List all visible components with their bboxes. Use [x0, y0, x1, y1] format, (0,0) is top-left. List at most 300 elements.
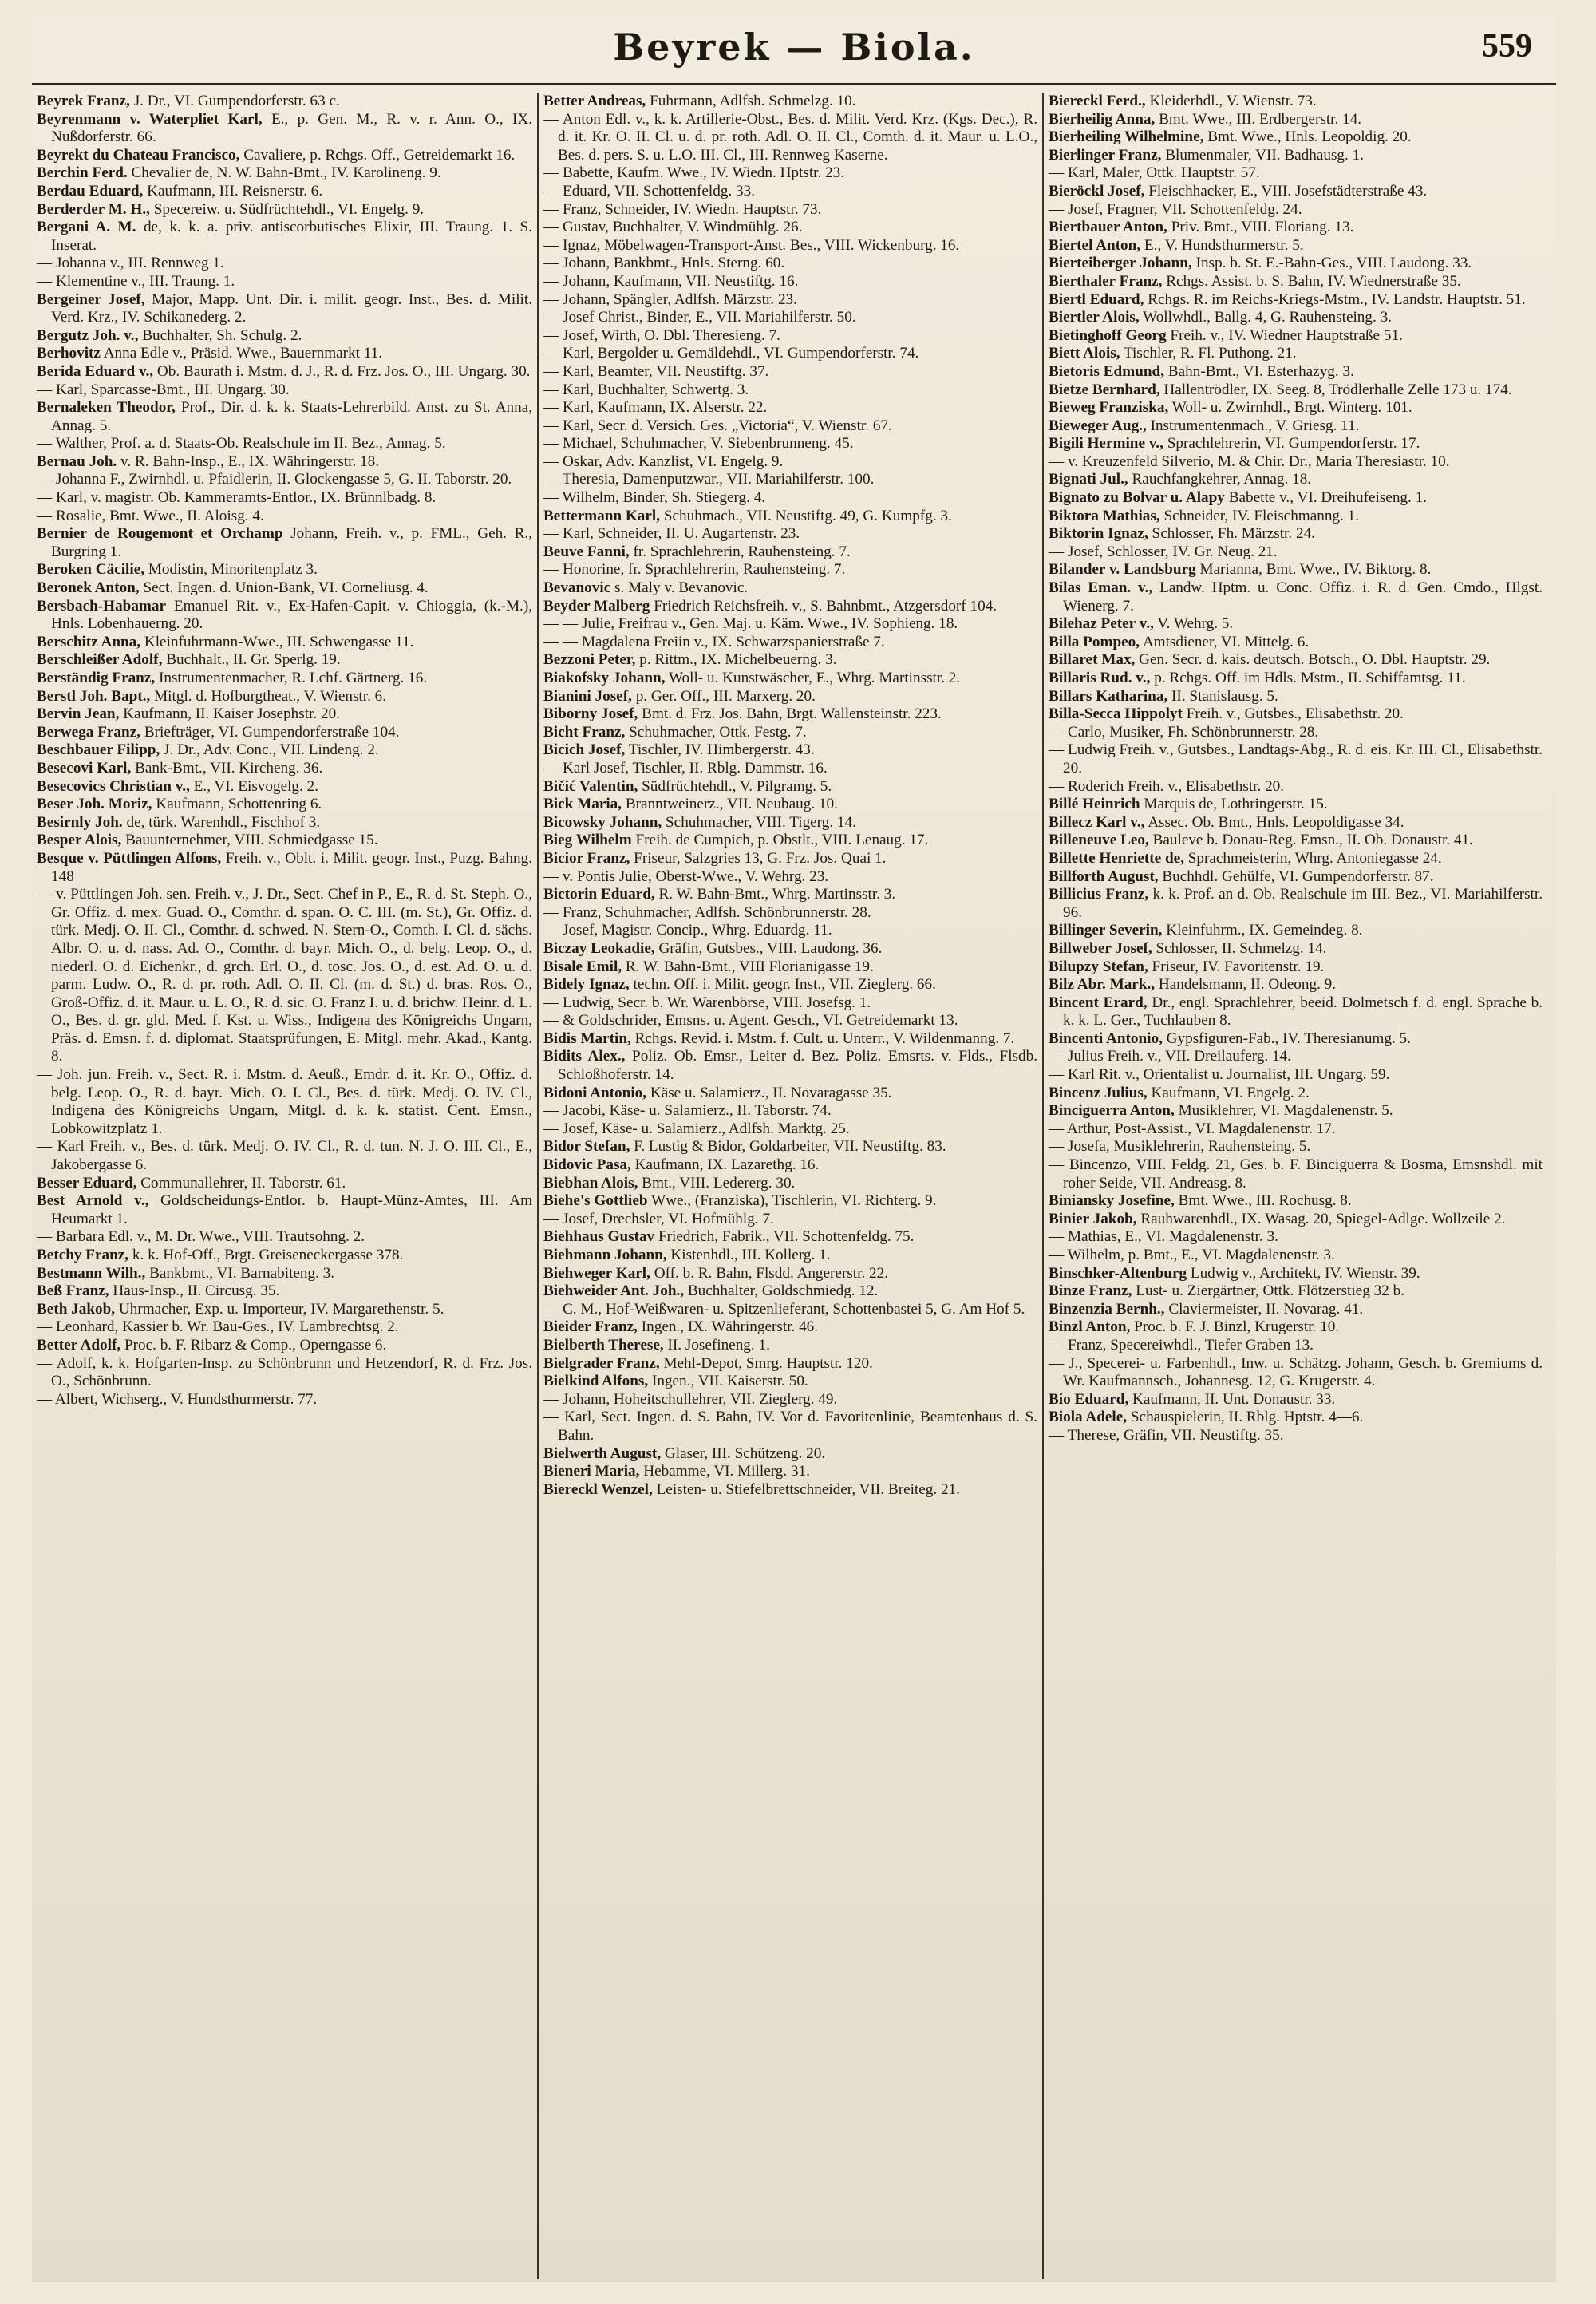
- entry-text: — J., Specerei- u. Farbenhdl., Inw. u. Schätzg. Johann, Gesch. b. Gremiums d. Wr. Kaufmannsch., Johannesg. 12, G. Krugerstr. 4.: [1049, 1354, 1543, 1390]
- entry-text: Proc. b. F. J. Binzl, Krugerstr. 10.: [1134, 1318, 1340, 1336]
- directory-page: [32, 16, 1556, 2282]
- directory-entry: [37, 1301, 532, 1319]
- entry-text: — Walther, Prof. a. d. Staats-Ob. Realschule im II. Bez., Annag. 5.: [37, 435, 446, 453]
- entry-text: Tischler, IV. Himbergerstr. 43.: [628, 741, 815, 759]
- entry-text: — Karl, Sect. Ingen. d. S. Bahn, IV. Vor d. Favoritenlinie, Beamtenhaus d. S. Bahn.: [543, 1409, 1037, 1444]
- entry-text: — Franz, Specereiwhdl., Tiefer Graben 13.: [1049, 1336, 1314, 1354]
- entry-name: Biereckl Wenzel,: [543, 1480, 653, 1498]
- entry-name: Beyder Malberg: [543, 597, 650, 615]
- entry-text: p. Ger. Off., III. Marxerg. 20.: [635, 687, 816, 705]
- entry-text: — Roderich Freih. v., Elisabethstr. 20.: [1049, 777, 1285, 795]
- directory-entry: [1049, 634, 1543, 652]
- entry-text: p. Rchgs. Off. im Hdls. Mstm., II. Schiffamtsg. 11.: [1154, 670, 1466, 686]
- directory-entry: [1049, 1391, 1543, 1409]
- entry-name: Beroken Cäcilie,: [37, 561, 145, 579]
- entry-name: Binze Franz,: [1049, 1282, 1132, 1300]
- directory-entry: [1049, 1265, 1543, 1283]
- entry-text: Bauleve b. Donau-Reg. Emsn., II. Ob. Donaustr. 41.: [1152, 832, 1473, 849]
- entry-text: — Wilhelm, p. Bmt., E., VI. Magdalenenstr. 3.: [1049, 1247, 1335, 1263]
- directory-entry: [37, 1066, 532, 1138]
- entry-text: Kleinfuhrmann-Wwe., III. Schwengasse 11.: [144, 633, 414, 650]
- directory-entry: [543, 724, 1037, 742]
- directory-entry: [37, 760, 532, 778]
- entry-name: Beß Franz,: [37, 1282, 109, 1300]
- directory-entry: [1049, 255, 1543, 273]
- directory-entry: [1049, 201, 1543, 219]
- entry-text: Rchgs. Revid. i. Mstm. f. Cult. u. Unterr., V. Wildenmanng. 7.: [634, 1029, 1015, 1047]
- entry-text: — Karl, Beamter, VII. Neustiftg. 37.: [543, 362, 769, 380]
- entry-name: Biola Adele,: [1049, 1409, 1128, 1426]
- directory-entry: [543, 1211, 1037, 1229]
- entry-name: Billicius Franz,: [1049, 886, 1149, 903]
- entry-text: — Josef, Wirth, O. Dbl. Theresieng. 7.: [543, 326, 780, 344]
- entry-name: Beser Joh. Moriz,: [37, 796, 152, 813]
- directory-entry: [543, 1391, 1037, 1409]
- entry-text: Gypsfiguren-Fab., IV. Theresianumg. 5.: [1166, 1029, 1411, 1047]
- directory-entry: [543, 111, 1037, 165]
- directory-entry: [543, 1282, 1037, 1301]
- entry-name: Beth Jakob,: [37, 1300, 116, 1318]
- directory-entry: [543, 1265, 1037, 1283]
- directory-entry: [1049, 868, 1543, 887]
- entry-text: — Babette, Kaufm. Wwe., IV. Wiedn. Hptstr. 23.: [543, 164, 845, 182]
- directory-entry: [1049, 1409, 1543, 1427]
- directory-entry: [543, 904, 1037, 923]
- header-rule: [32, 83, 1556, 85]
- entry-text: Schauspielerin, II. Rblg. Hptstr. 4—6.: [1130, 1409, 1364, 1426]
- directory-entry: [1049, 164, 1543, 183]
- entry-text: Chevalier de, N. W. Bahn-Bmt., IV. Karolineng. 9.: [131, 164, 441, 182]
- entry-name: Bidoni Antonio,: [543, 1084, 647, 1101]
- entry-text: Kleiderhdl., V. Wienstr. 73.: [1149, 93, 1317, 109]
- directory-entry: [37, 381, 532, 400]
- entry-text: Bmt. Wwe., III. Erdbergerstr. 14.: [1159, 110, 1362, 128]
- entry-text: Emanuel Rit. v., Ex-Hafen-Capit. v. Chioggia, (k.-M.), Hnls. Lobenhauerng. 20.: [51, 597, 533, 633]
- directory-entry: [1049, 1192, 1543, 1211]
- entry-text: Schuhmacher, Ottk. Festg. 7.: [629, 723, 807, 741]
- entry-text: — Johann, Spängler, Adlfsh. Märzstr. 23.: [543, 290, 797, 308]
- entry-name: Billaret Max,: [1049, 651, 1136, 669]
- entry-name: Billette Henriette de,: [1049, 849, 1184, 867]
- entry-name: Bierteiberger Johann,: [1049, 255, 1192, 272]
- directory-entry: [1049, 814, 1543, 832]
- entry-text: Freih. v., Gutsbes., Elisabethstr. 20.: [1186, 705, 1404, 723]
- directory-entry: [543, 291, 1037, 310]
- entry-name: Bio Eduard,: [1049, 1390, 1129, 1408]
- directory-entry: [543, 453, 1037, 472]
- directory-entry: [543, 1228, 1037, 1247]
- entry-text: Major, Mapp. Unt. Dir. i. milit. geogr. Inst., Bes. d. Milit. Verd. Krz., IV. Schikanederg. 2.: [51, 290, 532, 326]
- entry-name: Better Adolf,: [37, 1336, 121, 1354]
- entry-text: — Josef Christ., Binder, E., VII. Mariahilferstr. 50.: [543, 309, 856, 326]
- entry-text: techn. Off. i. Milit. geogr. Inst., VII. Zieglerg. 66.: [633, 976, 936, 994]
- directory-entry: [37, 1318, 532, 1337]
- entry-text: Modistin, Minoritenplatz 3.: [148, 561, 318, 579]
- entry-text: Bauunternehmer, VIII. Schmiedgasse 15.: [125, 832, 378, 849]
- entry-text: — Leonhard, Kassier b. Wr. Bau-Ges., IV. Lambrechtsg. 2.: [37, 1318, 399, 1336]
- entry-text: Gen. Secr. d. kais. deutsch. Botsch., O. Dbl. Hauptstr. 29.: [1139, 651, 1491, 669]
- page-number: 559: [1482, 28, 1532, 65]
- directory-entry: [37, 634, 532, 652]
- directory-entry: [543, 1138, 1037, 1156]
- entry-text: — Franz, Schuhmacher, Adlfsh. Schönbrunnerstr. 28.: [543, 903, 871, 921]
- directory-entry: [1049, 128, 1543, 147]
- entry-name: Bernier de Rougemont et Orchamp: [37, 525, 283, 543]
- entry-name: Bictorin Eduard,: [543, 886, 655, 903]
- entry-text: de, k. k. a. priv. antiscorbutisches Elixir, III. Traung. 1. S. Inserat.: [51, 219, 533, 254]
- entry-text: Kaufmann, II. Unt. Donaustr. 33.: [1132, 1390, 1336, 1408]
- directory-entry: [1049, 741, 1543, 777]
- entry-name: Besser Eduard,: [37, 1174, 137, 1192]
- entry-name: Biakofsky Johann,: [543, 670, 666, 686]
- entry-name: Beyrenmann v. Waterpliet Karl,: [37, 110, 263, 128]
- entry-name: Billecz Karl v.,: [1049, 813, 1145, 831]
- directory-entry: [37, 525, 532, 561]
- directory-entry: [543, 363, 1037, 381]
- entry-text: Bmt., VIII. Ledererg. 30.: [642, 1174, 796, 1192]
- entry-name: Bergutz Joh. v.,: [37, 326, 139, 344]
- entry-text: Bahn-Bmt., VI. Esterhazyg. 3.: [1167, 362, 1354, 380]
- directory-entry: [37, 111, 532, 147]
- entry-text: Landw. Hptm. u. Conc. Offiz. i. R. d. Gen. Cmdo., Hlgst. Wienerg. 7.: [1063, 579, 1543, 615]
- entry-name: Bieneri Maria,: [543, 1463, 640, 1480]
- directory-entry: [37, 1355, 532, 1391]
- directory-entry: [1049, 651, 1543, 670]
- directory-entry: [37, 670, 532, 688]
- entry-name: Biertbauer Anton,: [1049, 219, 1167, 236]
- entry-name: Billars Katharina,: [1049, 687, 1168, 705]
- entry-text: E., p. Gen. M., R. v. r. Ann. O., IX. Nußdorferstr. 66.: [51, 110, 533, 146]
- directory-entry: [543, 922, 1037, 940]
- entry-text: — Josef, Drechsler, VI. Hofmühlg. 7.: [543, 1210, 774, 1227]
- entry-text: — Joh. jun. Freih. v., Sect. R. i. Mstm. d. Aeuß., Emdr. d. it. Kr. O., Offiz. d. belg. Leop. O., R. d. bayr. Mich. O. I. Cl., Bes. d. türk. Medj. O. IV. Cl., Indigena des Königreichs Ungarn, Mitgl. d. k. k. statist. Cent. Emsn., Lobkowitzplatz 1.: [37, 1066, 532, 1137]
- directory-entry: [1049, 1355, 1543, 1391]
- directory-entry: [37, 508, 532, 526]
- entry-text: Freih. v., Oblt. i. Milit. geogr. Inst., Puzg. Bahng. 148: [51, 849, 533, 885]
- entry-name: Bernau Joh.: [37, 453, 117, 470]
- directory-entry: [1049, 561, 1543, 579]
- entry-text: Blumenmaler, VII. Badhausg. 1.: [1165, 146, 1364, 164]
- entry-text: — Bincenzo, VIII. Feldg. 21, Ges. b. F. Binciguerra & Bosma, Emsnshdl. mit roher Seide, VII. Andreasg. 8.: [1049, 1156, 1543, 1192]
- entry-text: Friedrich Reichsfreih. v., S. Bahnbmt., Atzgersdorf 104.: [654, 597, 998, 615]
- entry-text: Dr., engl. Sprachlehrer, beeid. Dolmetsch f. d. engl. Sprache b. k. k. L. Ger., Tuchlauben 8.: [1063, 994, 1543, 1029]
- entry-text: — Johanna F., Zwirnhdl. u. Pfaidlerin, II. Glockengasse 5, G. II. Taborstr. 20.: [37, 471, 512, 488]
- entry-text: Marianna, Bmt. Wwe., IV. Biktorg. 8.: [1199, 561, 1432, 579]
- entry-name: Billweber Josef,: [1049, 939, 1152, 957]
- entry-name: Billeneuve Leo,: [1049, 832, 1149, 849]
- directory-entry: [543, 399, 1037, 417]
- directory-entry: [543, 1445, 1037, 1464]
- entry-text: Hebamme, VI. Millerg. 31.: [643, 1463, 810, 1480]
- entry-text: Cavaliere, p. Rchgs. Off., Getreidemarkt 16.: [243, 146, 516, 164]
- entry-name: Bičić Valentin,: [543, 777, 638, 795]
- directory-entry: [543, 634, 1037, 652]
- entry-text: J. Dr., Adv. Conc., VII. Lindeng. 2.: [164, 741, 379, 759]
- entry-text: — Johann, Bankbmt., Hnls. Sterng. 60.: [543, 255, 785, 272]
- entry-name: Biertel Anton,: [1049, 236, 1141, 254]
- entry-name: Better Andreas,: [543, 93, 646, 109]
- directory-entry: [37, 814, 532, 832]
- entry-text: Rchgs. Assist. b. S. Bahn, IV. Wiednerstraße 35.: [1166, 272, 1461, 290]
- entry-name: Biehhaus Gustav: [543, 1228, 655, 1246]
- entry-text: Priv. Bmt., VIII. Floriang. 13.: [1171, 219, 1354, 236]
- directory-entry: [1049, 309, 1543, 327]
- entry-name: Bidis Martin,: [543, 1029, 631, 1047]
- entry-text: Kaufmann, IX. Lazarethg. 16.: [634, 1156, 820, 1174]
- entry-text: E., VI. Eisvogelg. 2.: [193, 777, 319, 795]
- directory-entry: [37, 255, 532, 273]
- entry-text: Woll- u. Kunstwäscher, E., Whrg. Martinsstr. 2.: [668, 670, 961, 686]
- entry-text: — Eduard, VII. Schottenfeldg. 33.: [543, 182, 756, 200]
- entry-text: Poliz. Ob. Emsr., Leiter d. Bez. Poliz. Emsrts. v. Flds., Flsdb. Schloßhoferstr. 14.: [558, 1048, 1038, 1084]
- page-header: [32, 16, 1556, 80]
- entry-text: Schuhmacher, VIII. Tigerg. 14.: [666, 813, 856, 831]
- entry-text: — Josef, Fragner, VII. Schottenfeldg. 24.: [1049, 200, 1302, 218]
- entry-text: F. Lustig & Bidor, Goldarbeiter, VII. Neustiftg. 83.: [634, 1138, 946, 1156]
- entry-text: Kaufmann, II. Kaiser Josephstr. 20.: [123, 705, 340, 723]
- column-middle: [537, 93, 1042, 2279]
- entry-text: — Karl Josef, Tischler, II. Rblg. Dammstr. 16.: [543, 759, 828, 777]
- directory-entry: [543, 561, 1037, 579]
- directory-entry: [543, 237, 1037, 255]
- entry-text: — Josefa, Musiklehrerin, Rauhensteing. 5.: [1049, 1138, 1311, 1156]
- entry-name: Berwega Franz,: [37, 723, 141, 741]
- entry-name: Biertl Eduard,: [1049, 290, 1144, 308]
- entry-text: Wollwhdl., Ballg. 4, G. Rauhensteing. 3.: [1143, 309, 1392, 326]
- entry-text: — Theresia, Damenputzwar., VII. Mariahilferstr. 100.: [543, 471, 875, 488]
- entry-text: Specereiw. u. Südfrüchtehdl., VI. Engelg. 9.: [153, 200, 425, 218]
- directory-entry: [37, 327, 532, 346]
- entry-text: — — Magdalena Freiin v., IX. Schwarzspanierstraße 7.: [543, 633, 885, 650]
- entry-text: — Karl, Kaufmann, IX. Alserstr. 22.: [543, 399, 768, 417]
- entry-text: — Mathias, E., VI. Magdalenenstr. 3.: [1049, 1228, 1278, 1246]
- entry-name: Billa Pompeo,: [1049, 633, 1140, 650]
- entry-text: — Ludwig Freih. v., Gutsbes., Landtags-Abg., R. d. eis. Kr. III. Cl., Elisabethstr. 20.: [1049, 741, 1543, 777]
- entry-text: Goldscheidungs-Entlor. b. Haupt-Münz-Amtes, III. Am Heumarkt 1.: [51, 1192, 533, 1227]
- directory-entry: [1049, 670, 1543, 688]
- entry-text: — Johanna v., III. Rennweg 1.: [37, 255, 224, 272]
- directory-entry: [543, 309, 1037, 327]
- entry-text: Insp. b. St. E.-Bahn-Ges., VIII. Laudong. 33.: [1195, 255, 1472, 272]
- entry-name: Biktorin Ignaz,: [1049, 525, 1148, 543]
- entry-text: Haus-Insp., II. Circusg. 35.: [113, 1282, 280, 1300]
- entry-text: Wwe., (Franziska), Tischlerin, VI. Richterg. 9.: [651, 1192, 937, 1210]
- entry-name: Beyrekt du Chateau Francisco,: [37, 146, 240, 164]
- directory-entry: [1049, 778, 1543, 796]
- column-left: [32, 93, 537, 2279]
- entry-name: Binzl Anton,: [1049, 1318, 1131, 1336]
- directory-entry: [37, 147, 532, 165]
- directory-entry: [1049, 1048, 1543, 1066]
- entry-name: Bidor Stefan,: [543, 1138, 630, 1156]
- entry-text: — Josef, Käse- u. Salamierz., Adlfsh. Marktg. 25.: [543, 1120, 850, 1137]
- directory-entry: [37, 832, 532, 850]
- directory-entry: [1049, 579, 1543, 615]
- directory-entry: [543, 345, 1037, 363]
- entry-text: Sect. Ingen. d. Union-Bank, VI. Corneliusg. 4.: [143, 579, 429, 597]
- entry-text: Schlosser, Fh. Märzstr. 24.: [1152, 525, 1315, 543]
- entry-name: Biertler Alois,: [1049, 309, 1140, 326]
- entry-text: Anna Edle v., Präsid. Wwe., Bauernmarkt 11.: [103, 345, 383, 362]
- entry-name: Biehweider Ant. Joh.,: [543, 1282, 685, 1300]
- directory-entry: [37, 363, 532, 381]
- entry-text: Buchhalt., II. Gr. Sperlg. 19.: [166, 651, 341, 669]
- directory-entry: [1049, 940, 1543, 958]
- directory-entry: [543, 760, 1037, 778]
- directory-entry: [543, 598, 1037, 616]
- directory-entry: [543, 1247, 1037, 1265]
- entry-text: E., V. Hundsthurmerstr. 5.: [1144, 236, 1304, 254]
- entry-text: Kaufmann, Schottenring 6.: [156, 796, 322, 813]
- entry-text: Rauhwarenhdl., IX. Wasag. 20, Spiegel-Adlge. Wollzeile 2.: [1140, 1210, 1506, 1227]
- entry-text: Communallehrer, II. Taborstr. 61.: [140, 1174, 346, 1192]
- directory-entry: [1049, 1120, 1543, 1139]
- entry-name: Bignati Jul.,: [1049, 471, 1128, 488]
- entry-name: Bicht Franz,: [543, 723, 626, 741]
- directory-entry: [1049, 1301, 1543, 1319]
- directory-entry: [543, 615, 1037, 634]
- entry-text: — Wilhelm, Binder, Sh. Stiegerg. 4.: [543, 489, 766, 507]
- directory-entry: [37, 471, 532, 489]
- directory-entry: [1049, 345, 1543, 363]
- directory-entry: [543, 670, 1037, 688]
- entry-text: Briefträger, VI. Gumpendorferstraße 104.: [144, 723, 400, 741]
- entry-text: — Johann, Hoheitschullehrer, VII. Zieglerg. 49.: [543, 1390, 838, 1408]
- entry-text: — Anton Edl. v., k. k. Artillerie-Obst., Bes. d. Milit. Verd. Krz. (Kgs. Dec.), R. d. it. Kr. O. II. Cl. u. d. pr. roth. Adl. O. II. Cl., Comth. d. it. Maur. u. L.O., Bes. d. pers. S. u. L.O. III. Cl., III. Rennweg Kaserne.: [543, 110, 1037, 164]
- directory-entry: [543, 1102, 1037, 1120]
- entry-name: Betchy Franz,: [37, 1247, 129, 1263]
- directory-entry: [1049, 1102, 1543, 1120]
- entry-name: Biehmann Johann,: [543, 1247, 667, 1263]
- entry-text: Kaufmann, VI. Engelg. 2.: [1151, 1084, 1310, 1101]
- directory-entry: [543, 832, 1037, 850]
- directory-entry: [1049, 1228, 1543, 1247]
- entry-text: II. Stanislausg. 5.: [1171, 687, 1278, 705]
- entry-name: Berhovitz: [37, 345, 101, 362]
- entry-name: Besper Alois,: [37, 832, 122, 849]
- entry-text: Woll- u. Zwirnhdl., Brgt. Winterg. 101.: [1171, 399, 1412, 417]
- entry-text: II. Josefineng. 1.: [667, 1336, 770, 1354]
- entry-name: Besecovics Christian v.,: [37, 777, 190, 795]
- entry-text: Friseur, IV. Favoritenstr. 19.: [1152, 958, 1325, 975]
- entry-text: — Karl, Schneider, II. U. Augartenstr. 23.: [543, 525, 800, 543]
- entry-text: — Ignaz, Möbelwagen-Transport-Anst. Bes., VIII. Wickenburg. 16.: [543, 236, 960, 254]
- entry-text: k. k. Hof-Off., Brgt. Greiseneckergasse 378.: [132, 1247, 404, 1263]
- directory-entry: [543, 1085, 1037, 1103]
- directory-entry: [37, 688, 532, 706]
- directory-entry: [1049, 489, 1543, 508]
- directory-entry: [37, 651, 532, 670]
- directory-entry: [37, 724, 532, 742]
- entry-name: Bincenti Antonio,: [1049, 1029, 1163, 1047]
- entry-text: de, türk. Warenhdl., Fischhof 3.: [126, 813, 321, 831]
- entry-text: Friedrich, Fabrik., VII. Schottenfeldg. 75.: [658, 1228, 915, 1246]
- directory-entry: [37, 345, 532, 363]
- entry-name: Binzenzia Bernh.,: [1049, 1300, 1165, 1318]
- entry-text: — Julius Freih. v., VII. Dreilauferg. 14.: [1049, 1048, 1291, 1065]
- entry-text: — Jacobi, Käse- u. Salamierz., II. Taborstr. 74.: [543, 1102, 832, 1120]
- entry-name: Bincent Erard,: [1049, 994, 1148, 1011]
- entry-text: — Johann, Kaufmann, VII. Neustiftg. 16.: [543, 272, 799, 290]
- directory-entry: [37, 741, 532, 760]
- entry-name: Binschker-Altenburg: [1049, 1264, 1187, 1282]
- entry-name: Bielkind Alfons,: [543, 1373, 649, 1390]
- entry-text: Ob. Baurath i. Mstm. d. J., R. d. Frz. Jos. O., III. Ungarg. 30.: [156, 362, 531, 380]
- directory-entry: [37, 164, 532, 183]
- entry-name: Beyrek Franz,: [37, 93, 130, 109]
- entry-name: Bick Maria,: [543, 796, 622, 813]
- directory-entry: [543, 273, 1037, 291]
- directory-entry: [543, 1048, 1037, 1084]
- entry-text: Johann, Freih. v., p. FML., Geh. R., Burgring 1.: [51, 525, 532, 560]
- directory-entry: [1049, 1337, 1543, 1355]
- running-title: Beyrek — Biola.: [613, 26, 975, 69]
- entry-text: Sprachmeisterin, Whrg. Antoniegasse 24.: [1187, 849, 1442, 867]
- directory-entry: [1049, 922, 1543, 940]
- entry-text: Schuhmach., VII. Neustiftg. 49, G. Kumpfg. 3.: [663, 507, 952, 524]
- entry-text: Bank-Bmt., VII. Kircheng. 36.: [135, 759, 323, 777]
- entry-text: Uhrmacher, Exp. u. Importeur, IV. Margarethenstr. 5.: [118, 1300, 444, 1318]
- directory-entry: [543, 93, 1037, 111]
- directory-entry: [37, 183, 532, 201]
- entry-text: Bmt. Wwe., Hnls. Leopoldig. 20.: [1207, 128, 1412, 146]
- directory-entry: [37, 1391, 532, 1409]
- entry-name: Biczay Leokadie,: [543, 939, 655, 957]
- entry-text: — Michael, Schuhmacher, V. Siebenbrunneng. 45.: [543, 435, 854, 453]
- entry-name: Billa-Secca Hippolyt: [1049, 705, 1183, 723]
- directory-entry: [1049, 1282, 1543, 1301]
- entry-name: Billinger Severin,: [1049, 922, 1163, 939]
- directory-entry: [1049, 1318, 1543, 1337]
- entry-text: Rchgs. R. im Reichs-Kriegs-Mstm., IV. Landstr. Hauptstr. 51.: [1148, 290, 1526, 308]
- entry-name: Bieg Wilhelm: [543, 832, 632, 849]
- entry-name: Billé Heinrich: [1049, 796, 1140, 813]
- directory-entry: [543, 705, 1037, 724]
- directory-entry: [543, 886, 1037, 904]
- entry-text: J. Dr., VI. Gumpendorferstr. 63 c.: [133, 93, 340, 109]
- entry-text: Käse u. Salamierz., II. Novaragasse 35.: [650, 1084, 892, 1101]
- entry-name: Billforth August,: [1049, 867, 1159, 885]
- entry-name: Besirnly Joh.: [37, 813, 123, 831]
- entry-name: Bergani A. M.: [37, 219, 136, 236]
- entry-text: — & Goldschrider, Emsns. u. Agent. Gesch., VI. Getreidemarkt 13.: [543, 1012, 958, 1029]
- entry-name: Biborny Josef,: [543, 705, 638, 723]
- directory-entry: [1049, 453, 1543, 472]
- directory-entry: [1049, 471, 1543, 489]
- entry-name: Bervin Jean,: [37, 705, 120, 723]
- entry-name: Berderder M. H.,: [37, 200, 150, 218]
- directory-entry: [543, 651, 1037, 670]
- entry-name: Biehe's Gottlieb: [543, 1192, 648, 1210]
- directory-entry: [37, 273, 532, 291]
- entry-name: Berschleißer Adolf,: [37, 651, 163, 669]
- entry-name: Bietinghoff Georg: [1049, 326, 1167, 344]
- directory-entry: [543, 741, 1037, 760]
- entry-text: Freih. de Cumpich, p. Obstlt., VIII. Lenaug. 17.: [635, 832, 929, 849]
- directory-entry: [543, 1481, 1037, 1500]
- entry-text: Handelsmann, II. Odeong. 9.: [1158, 976, 1337, 994]
- directory-entry: [1049, 994, 1543, 1030]
- entry-name: Bilander v. Landsburg: [1049, 561, 1196, 579]
- directory-entry: [1049, 183, 1543, 201]
- entry-text: Hallentrödler, IX. Seeg. 8, Trödlerhalle Zelle 173 u. 174.: [1163, 381, 1512, 398]
- directory-entry: [543, 994, 1037, 1013]
- directory-entry: [1049, 1156, 1543, 1192]
- entry-text: Off. b. R. Bahn, Flsdd. Angererstr. 22.: [654, 1264, 889, 1282]
- entry-name: Berschitz Anna,: [37, 633, 141, 650]
- entry-name: Bicowsky Johann,: [543, 813, 662, 831]
- directory-entry: [1049, 543, 1543, 562]
